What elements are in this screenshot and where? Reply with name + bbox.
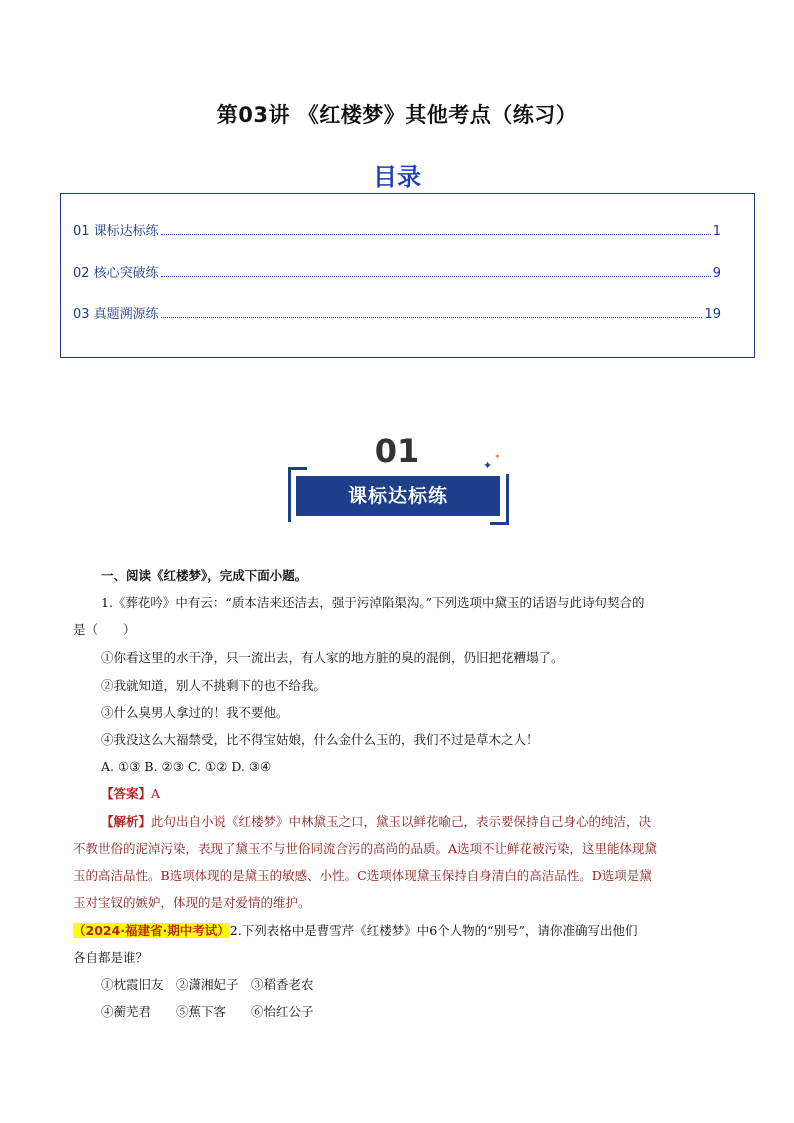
- toc-item-label: 03 真题溯源练: [73, 307, 159, 322]
- toc-item-label: 01 课标达标练: [73, 224, 159, 239]
- part-heading: 一、阅读《红楼梦》，完成下面小题。: [101, 568, 308, 583]
- analysis-text: 不教世俗的泥淖污染，表现了黛玉不与世俗同流合污的高尚的品质。A选项不让鲜花被污染，这里能体现黛: [73, 841, 658, 856]
- alias-row-2: ④蘅芜君 ⑤蕉下客 ⑥怡红公子: [101, 1004, 314, 1019]
- alias-row-1: ①枕霞旧友 ②潇湘妃子 ③稻香老农: [101, 977, 314, 992]
- analysis-text: 玉的高洁品性。B选项体现的是黛玉的敏感、小性。C选项体现黛玉保持自身清白的高洁品性。D选项是黛: [73, 868, 652, 883]
- question-2-stem: [73, 922, 637, 940]
- source-tag: （2024·福建省·期中考试）: [73, 923, 230, 938]
- page-title: 第03讲 《红楼梦》其他考点（练习）: [216, 103, 578, 127]
- toc-item[interactable]: [73, 220, 721, 239]
- question-2-stem-cont: 各自都是谁？: [73, 950, 149, 965]
- answer-value: A: [151, 786, 161, 801]
- analysis-line: [101, 813, 651, 831]
- toc-heading: 目录: [373, 163, 421, 191]
- toc-item-label: 02 核心突破练: [73, 266, 159, 281]
- toc-item-page: 9: [712, 266, 721, 281]
- question-2-text: 2.下列表格中是曹雪芹《红楼梦》中6个人物的“别号”，请你准确写出他们: [229, 923, 638, 938]
- toc-item-page: 1: [712, 224, 721, 239]
- option-2: ②我就知道，别人不挑剩下的也不给我。: [101, 678, 327, 693]
- toc-leader-dots: [161, 317, 703, 318]
- analysis-label: 【解析】: [101, 814, 152, 829]
- table-of-contents: [60, 193, 755, 358]
- toc-item[interactable]: [73, 262, 721, 281]
- question-1-stem-cont: 是（ ）: [73, 622, 136, 637]
- toc-item[interactable]: [73, 303, 721, 322]
- analysis-text: 此句出自小说《红楼梦》中林黛玉之口，黛玉以鲜花喻己，表示要保持自己身心的纯洁，决: [151, 814, 652, 829]
- option-3: ③什么臭男人拿过的！我不要他。: [101, 705, 289, 720]
- analysis-text: 玉对宝钗的嫉妒，体现的是对爱情的维护。: [73, 895, 311, 910]
- answer-choices: A. ①③ B. ②③ C. ①② D. ③④: [101, 759, 272, 774]
- sparkle-icon: ✦: [483, 459, 493, 472]
- answer-line: [101, 785, 160, 803]
- sparkle-icon: ✦: [494, 452, 501, 461]
- answer-label: 【答案】: [101, 786, 152, 801]
- question-1-stem: 1.《葬花吟》中有云：“质本洁来还洁去，强于污淖陷渠沟。”下列选项中黛玉的话语与此诗句契合的: [101, 595, 645, 610]
- toc-leader-dots: [161, 276, 711, 277]
- toc-leader-dots: [161, 234, 711, 235]
- toc-item-page: 19: [704, 307, 721, 322]
- section-banner: 课标达标练: [296, 476, 500, 516]
- option-1: ①你看这里的水干净，只一流出去，有人家的地方脏的臭的混倒，仍旧把花糟塌了。: [101, 650, 564, 665]
- section-number: 01: [374, 432, 420, 470]
- option-4: ④我没这么大福禁受，比不得宝姑娘，什么金什么玉的，我们不过是草木之人！: [101, 732, 539, 747]
